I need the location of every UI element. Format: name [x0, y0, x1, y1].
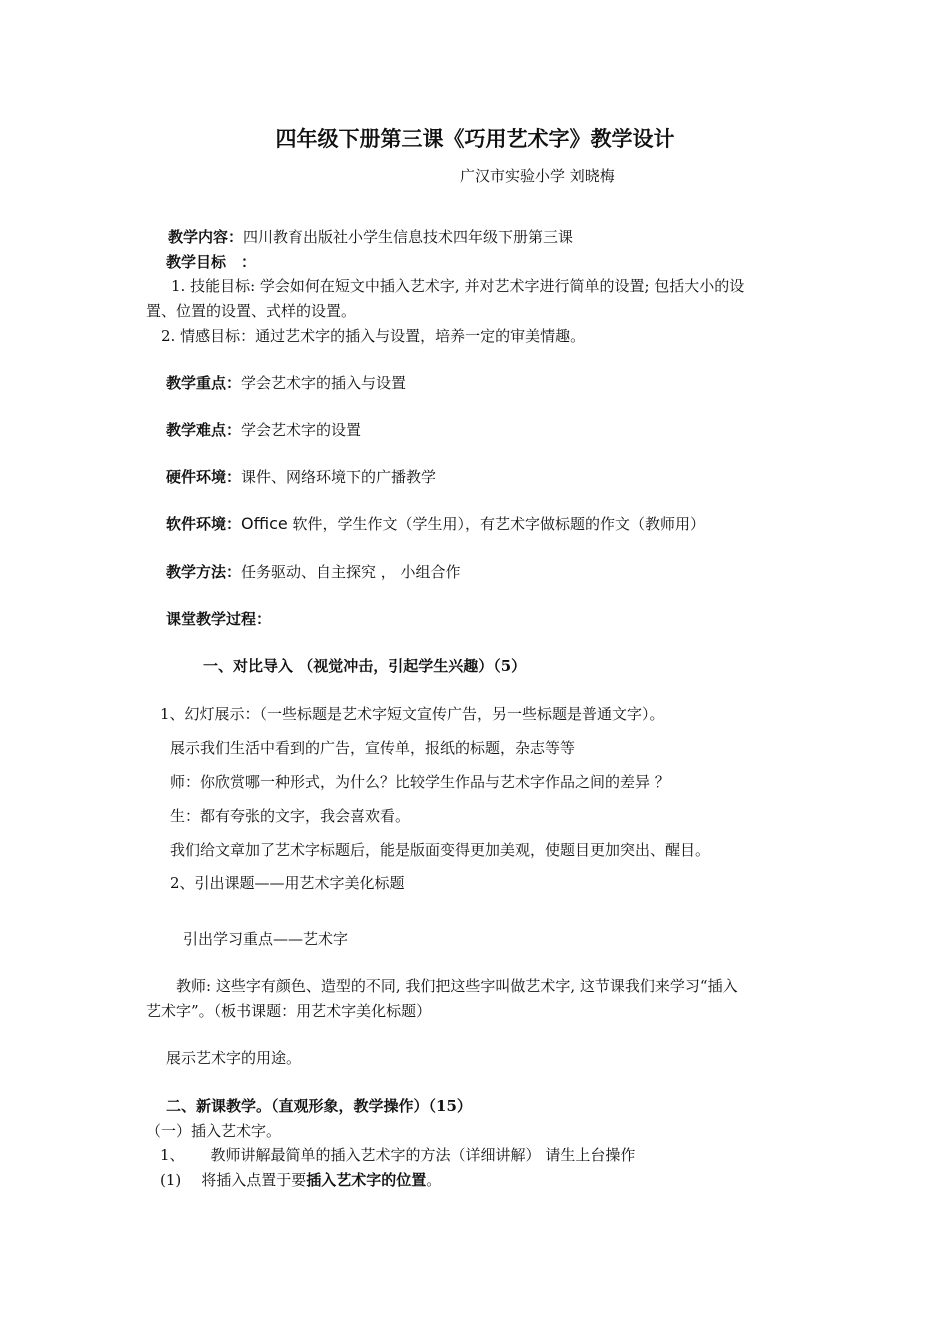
- difficulty: [166, 420, 361, 440]
- step-1-text: 教师讲解最简单的插入艺术字的方法（详细讲解） 请生上台操作: [210, 1146, 636, 1164]
- author-line: 广汉市实验小学 刘晓梅: [460, 167, 615, 185]
- section-2-step-1: [160, 1145, 635, 1165]
- teaching-content: [168, 227, 573, 247]
- objective-2: 2. 情感目标：通过艺术字的插入与设置，培养一定的审美情趣。: [161, 327, 586, 345]
- teaching-content-text: 四川教育出版社小学生信息技术四年级下册第三课: [243, 228, 574, 246]
- objective-1-line2: 置、位置的设置、式样的设置。: [146, 302, 357, 320]
- step-1a-end: 。: [426, 1171, 442, 1189]
- hardware-env-label: 硬件环境：: [166, 468, 242, 486]
- key-point-label: 教学重点：: [166, 374, 242, 392]
- step-1a-bold: 插入艺术字的位置: [306, 1171, 427, 1189]
- teaching-method: [166, 562, 461, 582]
- section-1-line-4: 生：都有夸张的文字，我会喜欢看。: [170, 807, 411, 825]
- teaching-content-label: 教学内容：: [168, 228, 244, 246]
- section-1-line-7: 引出学习重点——艺术字: [183, 930, 349, 948]
- section-2-step-1a: [160, 1170, 441, 1190]
- section-1-line-8b: 艺术字”。（板书课题：用艺术字美化标题）: [146, 1002, 432, 1020]
- objectives-label-text: 教学目标 ：: [166, 253, 257, 271]
- step-1a-text: 将插入点置于要: [201, 1171, 307, 1189]
- section-1-line-2: 展示我们生活中看到的广告，宣传单，报纸的标题，杂志等等: [170, 739, 576, 757]
- section-1-line-5: 我们给文章加了艺术字标题后，能是版面变得更加美观，使题目更加突出、醒目。: [170, 841, 711, 859]
- section-1-heading: 一、对比导入 （视觉冲击，引起学生兴趣）（5）: [203, 657, 527, 675]
- key-point: [166, 373, 406, 393]
- step-1-number: 1、: [160, 1146, 185, 1164]
- teaching-method-label: 教学方法：: [166, 563, 242, 581]
- objectives-label: [166, 252, 256, 272]
- software-env-office: Office: [241, 514, 288, 533]
- key-point-text: 学会艺术字的插入与设置: [241, 374, 407, 392]
- process-label: 课堂教学过程：: [166, 610, 272, 628]
- software-env-text: 软件，学生作文（学生用），有艺术字做标题的作文（教师用）: [287, 515, 705, 533]
- section-2-heading: 二、新课教学。（直观形象，教学操作）（15）: [166, 1097, 472, 1115]
- section-1-line-6: 2、引出课题——用艺术字美化标题: [170, 874, 405, 892]
- section-2-sub-1: （一）插入艺术字。: [146, 1122, 282, 1140]
- difficulty-text: 学会艺术字的设置: [241, 421, 362, 439]
- objective-1-line1: 1. 技能目标: 学会如何在短文中插入艺术字, 并对艺术字进行简单的设置; 包括大小的设: [171, 277, 745, 295]
- software-env: [166, 514, 705, 534]
- section-1-line-9: 展示艺术字的用途。: [166, 1049, 302, 1067]
- software-env-label: 软件环境：: [166, 515, 242, 533]
- section-1-line-1: 1、幻灯展示：（一些标题是艺术字短文宣传广告，另一些标题是普通文字）。: [160, 705, 665, 723]
- teaching-method-text: 任务驱动、自主探究 ， 小组合作: [241, 563, 461, 581]
- document-title: 四年级下册第三课《巧用艺术字》教学设计: [275, 127, 675, 151]
- step-1a-number: (1): [160, 1171, 182, 1189]
- hardware-env: [166, 467, 436, 487]
- section-1-line-3: 师：你欣赏哪一种形式，为什么？比较学生作品与艺术字作品之间的差异 ？: [170, 773, 670, 791]
- difficulty-label: 教学难点：: [166, 421, 242, 439]
- section-1-line-8a: 教师: 这些字有颜色、造型的不同, 我们把这些字叫做艺术字, 这节课我们来学习“插入: [176, 977, 738, 995]
- hardware-env-text: 课件、网络环境下的广播教学: [241, 468, 437, 486]
